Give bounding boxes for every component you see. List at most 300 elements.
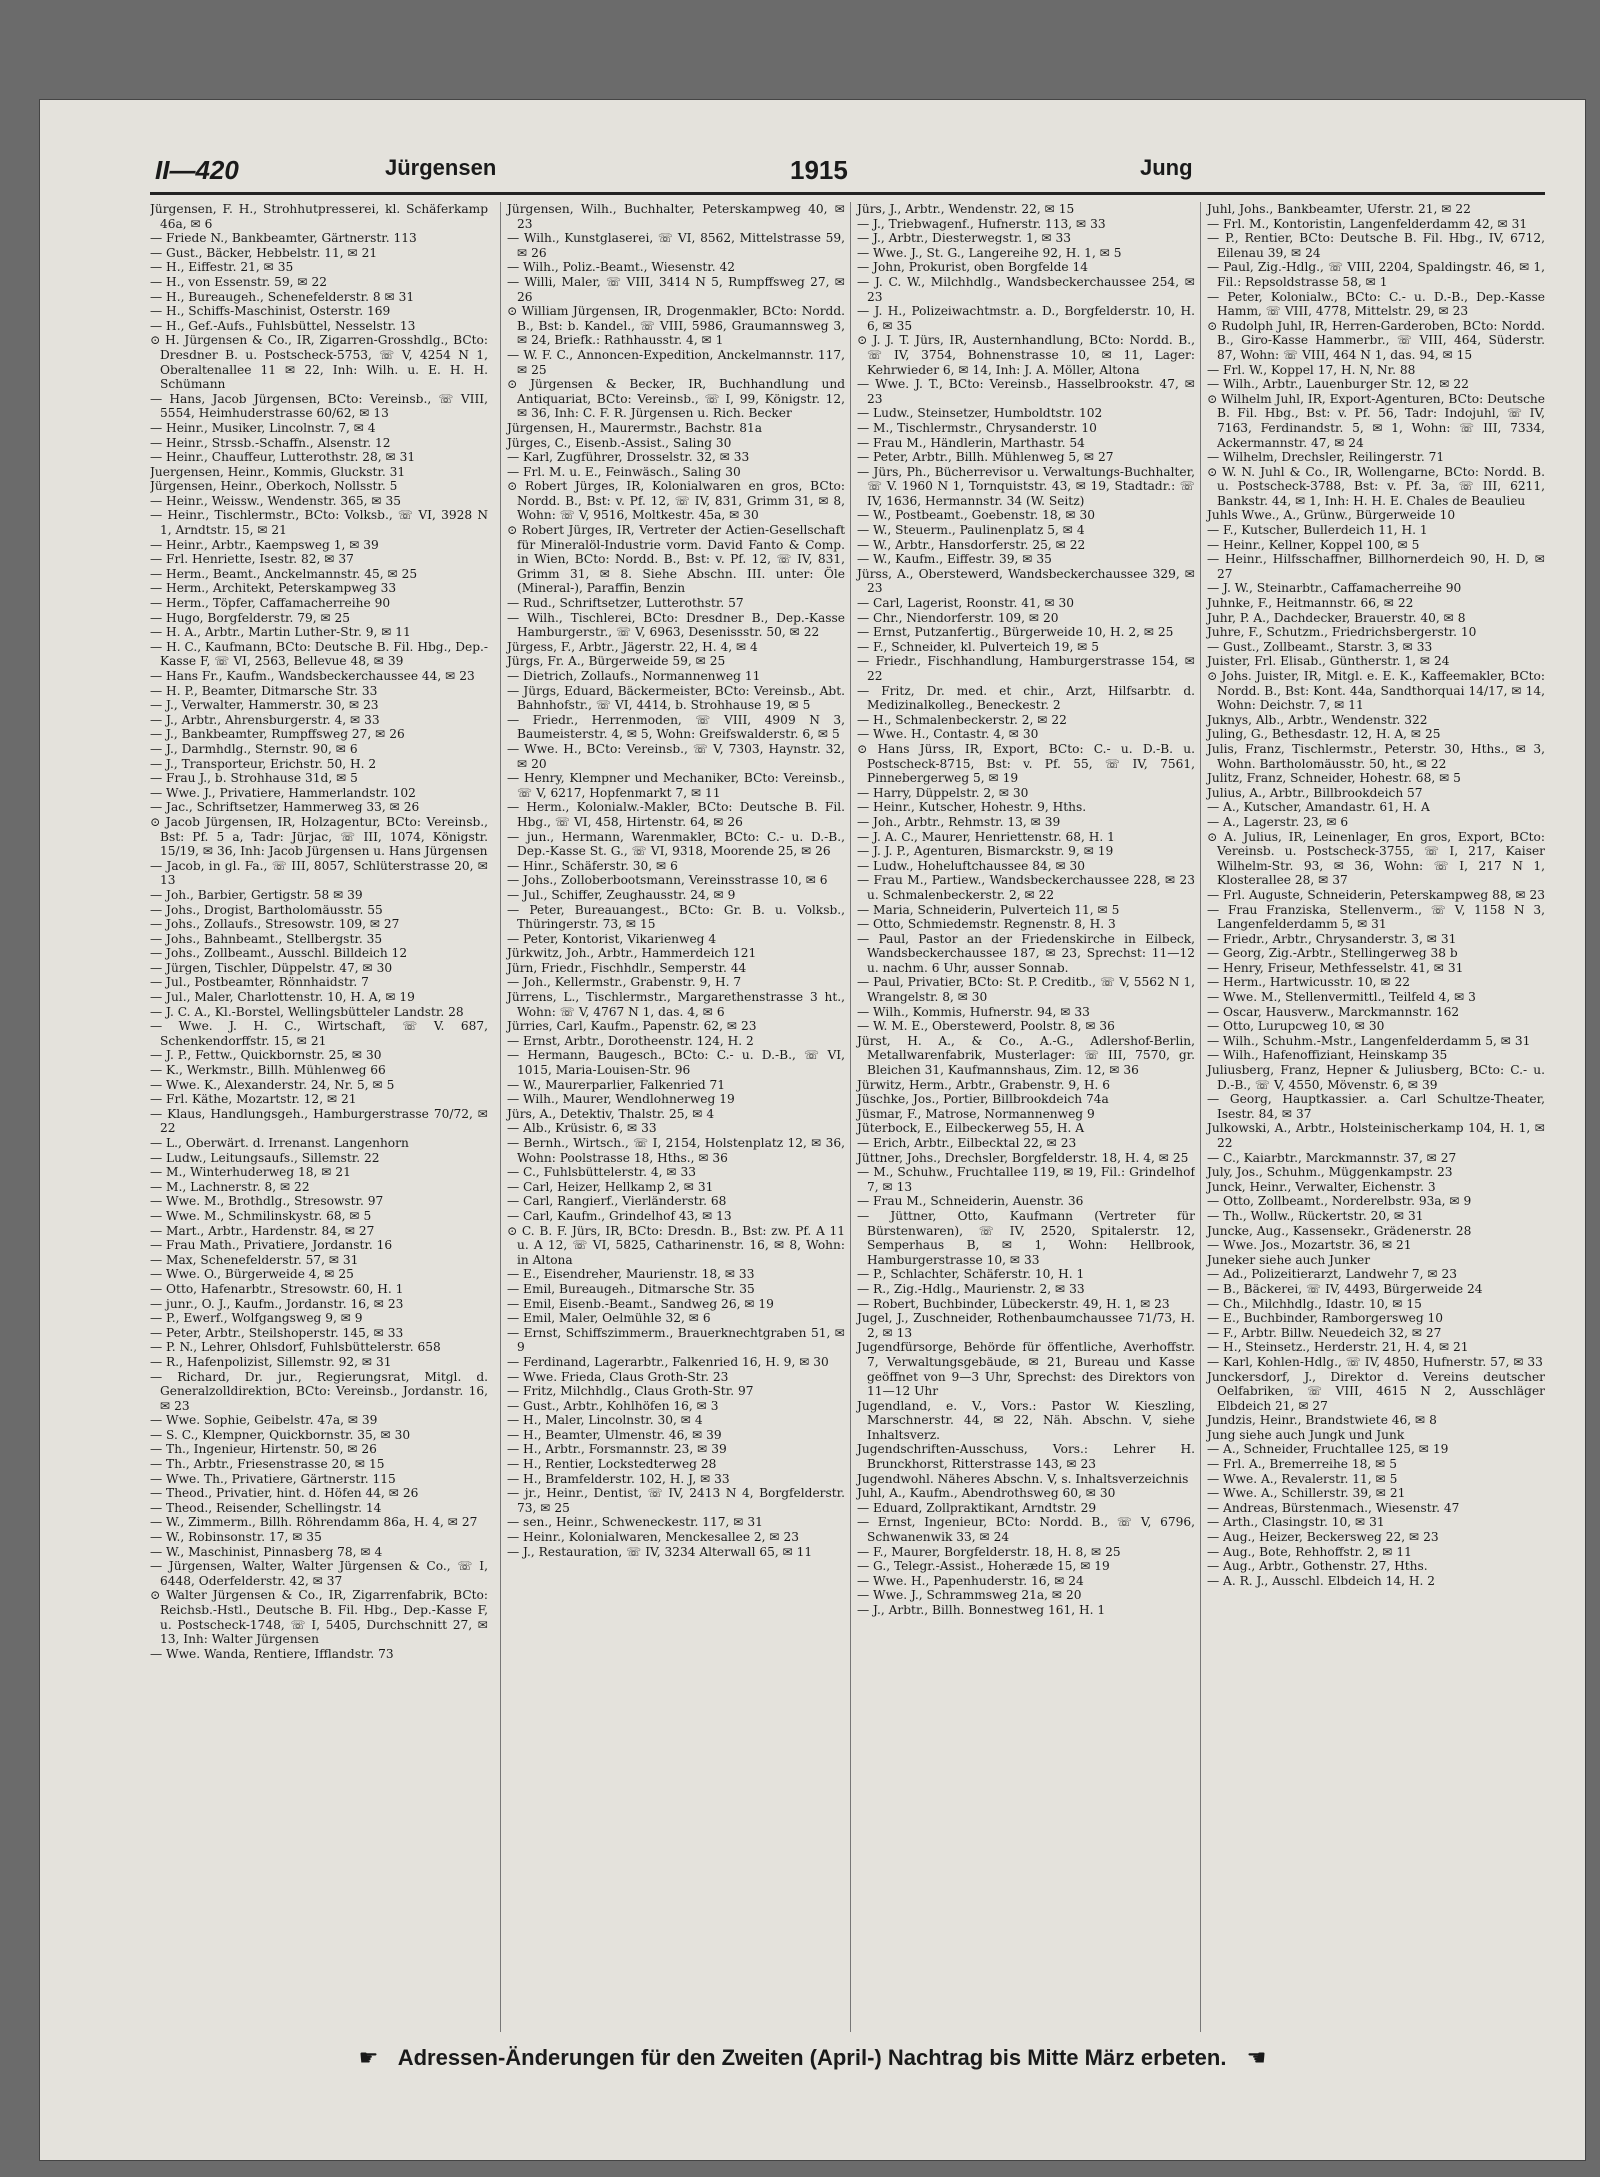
directory-entry: — Andreas, Bürstenmach., Wiesenstr. 47 (1207, 1500, 1460, 1515)
directory-entry: Jüttner, Johs., Drechsler, Borgfelderstr. 18, H. 4, ✉ 25 (857, 1150, 1189, 1165)
directory-entry: ⊙ Wilhelm Juhl, IR, Export-Agenturen, BCto: Deutsche B. Fil. Hbg., Bst: v. Pf. 56, Tadr: Indojuhl, ☏ IV, 7163, Ferdinandstr. 5, ✉ 1, Wohn: ☏ III, 7334, Ackermannstr. 47, ✉ 24 (1207, 391, 1545, 450)
directory-entry: — John, Prokurist, oben Borgfelde 14 (857, 260, 1088, 275)
directory-entry: Juknys, Alb., Arbtr., Wendenstr. 322 (1207, 712, 1428, 727)
directory-entry: — H., Rentier, Lockstedterweg 28 (507, 1457, 717, 1472)
directory-entry: — J. A. C., Maurer, Henriettenstr. 68, H. 1 (857, 829, 1115, 844)
directory-entry: — Dietrich, Zollaufs., Normannenweg 11 (507, 669, 761, 683)
directory-entry: Jürs, J., Arbtr., Wendenstr. 22, ✉ 15 (857, 202, 1075, 216)
directory-entry: — Richard, Dr. jur., Regierungsrat, Mitgl. d. Generalzolldirektion, BCto: Vereinsb., Jordanstr. 16, ✉ 23 (150, 1369, 488, 1413)
directory-entry: — Ludw., Steinsetzer, Humboldtstr. 102 (857, 406, 1103, 421)
directory-entry: — jun., Hermann, Warenmakler, BCto: C.- u. D.-B., Dep.-Kasse St. G., ☏ VI, 9318, Moorende 25, ✉ 26 (507, 829, 845, 859)
directory-entry: — F., Schneider, kl. Pulverteich 19, ✉ 5 (857, 639, 1100, 654)
directory-entry: — Hinr., Schäferstr. 30, ✉ 6 (507, 858, 678, 873)
directory-entry: — Chr., Niendorferstr. 109, ✉ 20 (857, 610, 1059, 625)
directory-entry: — C., Kaiarbtr., Marckmannstr. 37, ✉ 27 (1207, 1150, 1457, 1165)
directory-entry: ⊙ Hans Jürss, IR, Export, BCto: C.- u. D.-B. u. Postscheck-8715, Bst: v. Pf. 55, ☏ IV, 7561, Pinnebergerweg 5, ✉ 19 (857, 741, 1195, 786)
directory-entry: — Robert, Buchbinder, Lübeckerstr. 49, H. 1, ✉ 23 (857, 1296, 1170, 1311)
directory-entry: — P., Schlachter, Schäferstr. 10, H. 1 (857, 1267, 1085, 1282)
directory-entry: — Peter, Kontorist, Vikarienweg 4 (507, 931, 717, 946)
directory-entry: — Wwe. K., Alexanderstr. 24, Nr. 5, ✉ 5 (150, 1077, 395, 1092)
column-4 (1200, 202, 1545, 2032)
directory-entry: ⊙ William Jürgensen, IR, Drogenmakler, BCto: Nordd. B., Bst: b. Kandel., ☏ VIII, 5986, Graumannsweg 3, ✉ 24, Briefk.: Rathhausstr. 4, ✉ 1 (507, 304, 845, 348)
directory-entry: — K., Werkmstr., Billh. Mühlenweg 66 (150, 1063, 386, 1078)
directory-entry: — Joh., Arbtr., Rehmstr. 13, ✉ 39 (857, 814, 1061, 829)
directory-entry: — Heinr., Chauffeur, Lutterothstr. 28, ✉ 31 (150, 450, 416, 465)
directory-entry: — Friedr., Fischhandlung, Hamburgerstrasse 154, ✉ 22 (857, 654, 1195, 683)
directory-entry: — Frau M., Partiew., Wandsbeckerchaussee 228, ✉ 23 u. Schmalenbeckerstr. 2, ✉ 22 (857, 873, 1195, 902)
directory-entry: — Wwe. Th., Privatiere, Gärtnerstr. 115 (150, 1471, 396, 1486)
directory-entry: — Heinr., Weissw., Wendenstr. 365, ✉ 35 (150, 493, 401, 508)
directory-entry: — J., Darmhdlg., Sternstr. 90, ✉ 6 (150, 741, 358, 756)
directory-entry: — Paul, Zig.-Hdlg., ☏ VIII, 2204, Spaldingstr. 46, ✉ 1, Fil.: Repsoldstrasse 58, ✉ 1 (1207, 260, 1545, 289)
directory-entry: — J., Bankbeamter, Rumpffsweg 27, ✉ 26 (150, 727, 405, 742)
directory-entry: — Joh., Barbier, Gertigstr. 58 ✉ 39 (150, 887, 363, 902)
directory-entry: — Frl. M. u. E., Feinwäsch., Saling 30 (507, 464, 741, 479)
directory-entry: — H., Eiffestr. 21, ✉ 35 (150, 260, 294, 275)
directory-entry: — Emil, Eisenb.-Beamt., Sandweg 26, ✉ 19 (507, 1296, 774, 1311)
directory-entry: — Friedr., Arbtr., Chrysanderstr. 3, ✉ 31 (1207, 931, 1457, 946)
directory-entry: — Georg, Hauptkassier. a. Carl Schultze-Theater, Isestr. 84, ✉ 37 (1207, 1092, 1545, 1121)
directory-entry: — Ch., Milchhdlg., Idastr. 10, ✉ 15 (1207, 1296, 1422, 1311)
directory-entry: — Gust., Zollbeamt., Starstr. 3, ✉ 33 (1207, 639, 1433, 654)
directory-entry: — B., Bäckerei, ☏ IV, 4493, Bürgerweide 24 (1207, 1281, 1483, 1296)
directory-entry: — Peter, Kolonialw., BCto: C.- u. D.-B., Dep.-Kasse Hamm, ☏ VIII, 4778, Mittelstr. 29, ✉ 23 (1207, 289, 1545, 319)
directory-entry: — Carl, Lagerist, Roonstr. 41, ✉ 30 (857, 596, 1075, 611)
directory-entry: ⊙ Jürgensen & Becker, IR, Buchhandlung und Antiquariat, BCto: Vereinsb., ☏ I, 99, Königstr. 12, ✉ 36, Inh: C. F. R. Jürgensen u. Rich. Becker (507, 377, 845, 421)
directory-entry: Juhls Wwe., A., Grünw., Bürgerweide 10 (1207, 508, 1456, 523)
directory-entry: — J., Arbtr., Diesterwegstr. 1, ✉ 33 (857, 231, 1072, 246)
directory-entry: — Frl. Auguste, Schneiderin, Peterskampweg 88, ✉ 23 (1207, 887, 1545, 902)
directory-entry: — Wwe. J., St. G., Langereihe 92, H. 1, ✉ 5 (857, 245, 1122, 260)
directory-entry: — Theod., Reisender, Schellingstr. 14 (150, 1500, 382, 1515)
directory-entry: Juncke, Aug., Kassensekr., Grädenerstr. 28 (1207, 1223, 1472, 1238)
directory-entry: — W. F. C., Annoncen-Expedition, Anckelmannstr. 117, ✉ 25 (507, 347, 845, 377)
directory-entry: — G., Telegr.-Assist., Hoheræde 15, ✉ 19 (857, 1559, 1110, 1574)
directory-entry: — Wilh., Hafenoffiziant, Heinskamp 35 (1207, 1048, 1448, 1063)
directory-entry: — Carl, Heizer, Hellkamp 2, ✉ 31 (507, 1179, 714, 1194)
directory-entry: ⊙ Walter Jürgensen & Co., IR, Zigarrenfabrik, BCto: Reichsb.-Hstl., Deutsche B. Fil. Hbg., Dep.-Kasse F, u. Postscheck-1748, ☏ I, 5405, Durchschnitt 27, ✉ 13, Inh: Walter Jürgensen (150, 1588, 488, 1647)
directory-entry: — Alb., Krüsistr. 6, ✉ 33 (507, 1121, 657, 1136)
directory-entry: — M., Schuhw., Fruchtallee 119, ✉ 19, Fil.: Grindelhof 7, ✉ 13 (857, 1165, 1195, 1194)
directory-entry: — F., Kutscher, Bullerdeich 11, H. 1 (1207, 523, 1428, 538)
directory-entry: — Ernst, Ingenieur, BCto: Nordd. B., ☏ V, 6796, Schwanenwik 33, ✉ 24 (857, 1515, 1195, 1545)
directory-entry: — Henry, Friseur, Methfesselstr. 41, ✉ 31 (1207, 960, 1464, 975)
directory-entry: — H., Arbtr., Forsmannstr. 23, ✉ 39 (507, 1442, 727, 1457)
directory-entry: — Theod., Privatier, hint. d. Höfen 44, ✉ 26 (150, 1486, 419, 1501)
directory-entry: — Ludw., Hoheluftchaussee 84, ✉ 30 (857, 858, 1086, 873)
directory-entry: — Bernh., Wirtsch., ☏ I, 2154, Holstenplatz 12, ✉ 36, Wohn: Poolstrasse 18, Hths., ✉ 36 (507, 1136, 845, 1165)
directory-entry: — Frl. M., Kontoristin, Langenfelderdamm 42, ✉ 31 (1207, 216, 1528, 231)
directory-entry: — Wwe. Sophie, Geibelstr. 47a, ✉ 39 (150, 1413, 378, 1428)
directory-entry: Julis, Franz, Tischlermstr., Peterstr. 30, Hths., ✉ 3, Wohn. Bartholomäusstr. 50, ht., ✉ 22 (1207, 741, 1545, 771)
directory-entry: Jürkwitz, Joh., Arbtr., Hammerdeich 121 (507, 946, 757, 961)
directory-entry: Jürs, A., Detektiv, Thalstr. 25, ✉ 4 (507, 1106, 715, 1121)
directory-entry: — Th., Wollw., Rückertstr. 20, ✉ 31 (1207, 1208, 1424, 1223)
directory-entry: — Emil, Bureaugeh., Ditmarsche Str. 35 (507, 1281, 755, 1296)
directory-entry: Junckersdorf, J., Direktor d. Vereins deutscher Oelfabriken, ☏ VIII, 4615 N 2, Ausschläger Elbdeich 21, ✉ 27 (1207, 1369, 1545, 1413)
directory-entry: — S. C., Klempner, Quickbornstr. 35, ✉ 30 (150, 1427, 411, 1442)
directory-entry: — W., Postbeamt., Goebenstr. 18, ✉ 30 (857, 508, 1096, 523)
directory-entry: — H. A., Arbtr., Martin Luther-Str. 9, ✉ 11 (150, 625, 411, 640)
directory-entry: — J., Transporteur, Erichstr. 50, H. 2 (150, 756, 377, 771)
directory-entry: — Heinr., Kolonialwaren, Menckesallee 2, ✉ 23 (507, 1530, 800, 1545)
directory-entry: Jugendschriften-Ausschuss, Vors.: Lehrer H. Brunckhorst, Ritterstrasse 143, ✉ 23 (857, 1442, 1195, 1472)
directory-entry: — Wwe. M., Stellenvermittl., Teilfeld 4, ✉ 3 (1207, 990, 1476, 1005)
directory-entry: Juhre, F., Schutzm., Friedrichsbergerstr. 10 (1207, 625, 1477, 640)
directory-entry: — Ernst, Schiffszimmerm., Brauerknechtgraben 51, ✉ 9 (507, 1325, 845, 1355)
directory-entry: — Max, Schenefelderstr. 57, ✉ 31 (150, 1252, 359, 1267)
directory-entry: — Jul., Postbeamter, Rönnhaidstr. 7 (150, 975, 369, 990)
directory-entry: — Wwe. Frieda, Claus Groth-Str. 23 (507, 1369, 729, 1384)
directory-entry: — M., Lachnerstr. 8, ✉ 22 (150, 1179, 310, 1194)
directory-entry: — Paul, Privatier, BCto: St. P. Creditb., ☏ V, 5562 N 1, Wrangelstr. 8, ✉ 30 (857, 975, 1195, 1005)
directory-entry: — Hermann, Baugesch., BCto: C.- u. D.-B., ☏ VI, 1015, Maria-Louisen-Str. 96 (507, 1048, 845, 1078)
directory-entry: — H., Bureaugeh., Schenefelderstr. 8 ✉ 31 (150, 289, 415, 304)
directory-entry: — Ludw., Leitungsaufs., Sillemstr. 22 (150, 1150, 380, 1165)
directory-entry: — Johs., Zollaufs., Stresowstr. 109, ✉ 27 (150, 917, 400, 932)
directory-entry: — Hugo, Borgfelderstr. 79, ✉ 25 (150, 610, 351, 625)
directory-entry: — M., Tischlermstr., Chrysanderstr. 10 (857, 420, 1097, 435)
directory-entry: — Willi, Maler, ☏ VIII, 3414 N 5, Rumpffsweg 27, ✉ 26 (507, 274, 845, 304)
directory-entry: — Jul., Schiffer, Zeughausstr. 24, ✉ 9 (507, 887, 736, 902)
directory-entry: — W., Arbtr., Hansdorferstr. 25, ✉ 22 (857, 537, 1086, 552)
directory-entry: — Wwe. H., Papenhuderstr. 16, ✉ 24 (857, 1573, 1084, 1588)
directory-entry: — Hans Fr., Kaufm., Wandsbeckerchaussee 44, ✉ 23 (150, 669, 475, 683)
directory-entry: Julitz, Franz, Schneider, Hohestr. 68, ✉ 5 (1207, 771, 1461, 786)
directory-entry: Jugel, J., Zuschneider, Rothenbaumchaussee 71/73, H. 2, ✉ 13 (857, 1311, 1195, 1340)
directory-entry: — Johs., Bahnbeamt., Stellbergstr. 35 (150, 931, 383, 946)
pointing-hand-right-icon: ☛ (358, 2045, 379, 2070)
directory-entry: — J., Triebwagenf., Hufnerstr. 113, ✉ 33 (857, 216, 1106, 231)
directory-entry: — W., Kaufm., Eiffestr. 39, ✉ 35 (857, 552, 1052, 567)
directory-entry: — Wwe. M., Schmilinskystr. 68, ✉ 5 (150, 1208, 372, 1223)
directory-entry: — Johs., Zollbeamt., Ausschl. Billdeich 12 (150, 946, 408, 961)
directory-entry: Jürgensen, H., Maurermstr., Bachstr. 81a (507, 420, 763, 435)
directory-entry: — Wwe. O., Bürgerweide 4, ✉ 25 (150, 1267, 354, 1282)
directory-entry: — Jürgensen, Walter, Walter Jürgensen & Co., ☏ I, 6448, Oderfelderstr. 42, ✉ 37 (150, 1559, 488, 1588)
directory-entry: Jürges, C., Eisenb.-Assist., Saling 30 (507, 435, 732, 450)
directory-entry: Juergensen, Heinr., Kommis, Gluckstr. 31 (150, 464, 406, 479)
directory-entry: — P. N., Lehrer, Ohlsdorf, Fuhlsbüttelerstr. 658 (150, 1340, 441, 1355)
directory-entry: — P., Rentier, BCto: Deutsche B. Fil. Hbg., IV, 6712, Eilenau 39, ✉ 24 (1207, 231, 1545, 260)
directory-entry: — Jürgs, Eduard, Bäckermeister, BCto: Vereinsb., Abt. Bahnhofstr., ☏ VI, 4414, b. Strohhause 19, ✉ 5 (507, 683, 845, 713)
directory-entry: Juhl, Johs., Bankbeamter, Uferstr. 21, ✉ 22 (1207, 202, 1471, 216)
directory-entry: — Frau M., Schneiderin, Auenstr. 36 (857, 1194, 1084, 1209)
directory-entry: — Frau Math., Privatiere, Jordanstr. 16 (150, 1238, 393, 1253)
directory-entry: — R., Zig.-Hdlg., Maurienstr. 2, ✉ 33 (857, 1281, 1085, 1296)
directory-entry: — E., Eisendreher, Maurienstr. 18, ✉ 33 (507, 1267, 755, 1282)
directory-entry: — Fritz, Dr. med. et chir., Arzt, Hilfsarbtr. d. Medizinalkolleg., Beneckestr. 2 (857, 683, 1195, 713)
directory-entry: — Frl. A., Bremerreihe 18, ✉ 5 (1207, 1457, 1397, 1472)
directory-entry: — Wwe. H., BCto: Vereinsb., ☏ V, 7303, Haynstr. 32, ✉ 20 (507, 741, 845, 771)
directory-entry: — Ad., Polizeitierarzt, Landwehr 7, ✉ 23 (1207, 1267, 1457, 1282)
directory-entry: — Ernst, Arbtr., Dorotheenstr. 124, H. 2 (507, 1033, 754, 1048)
directory-entry: — Georg, Zig.-Arbtr., Stellingerweg 38 b (1207, 946, 1458, 961)
directory-entry: Jürn, Friedr., Fischhdlr., Semperstr. 44 (507, 960, 747, 975)
directory-entry: — H., Schmalenbeckerstr. 2, ✉ 22 (857, 712, 1067, 727)
directory-entry: ⊙ Jacob Jürgensen, IR, Holzagentur, BCto: Vereinsb., Bst: Pf. 5 a, Tadr: Jürjac, ☏ III, 1074, Königstr. 15/19, ✉ 36, Inh: Jacob Jürgensen u. Hans Jürgensen (150, 814, 488, 859)
directory-entry: — sen., Heinr., Schweneckestr. 117, ✉ 31 (507, 1515, 763, 1530)
directory-entry: — Wilh., Kommis, Hufnerstr. 94, ✉ 33 (857, 1004, 1090, 1019)
directory-entry: — Wilh., Schuhm.-Mstr., Langenfelderdamm 5, ✉ 31 (1207, 1033, 1531, 1048)
directory-entry: Jürgensen, F. H., Strohhutpresserei, kl. Schäferkamp 46a, ✉ 6 (150, 202, 488, 231)
left-running-head: Jürgensen (385, 155, 497, 180)
directory-entry: — W., Zimmerm., Billh. Röhrendamm 86a, H. 4, ✉ 27 (150, 1515, 478, 1530)
directory-entry: — Jac., Schriftsetzer, Hammerweg 33, ✉ 26 (150, 800, 420, 815)
directory-entry: Julkowski, A., Arbtr., Holsteinischerkamp 104, H. 1, ✉ 22 (1207, 1121, 1545, 1150)
directory-entry: — A., Kutscher, Amandastr. 61, H. A (1207, 800, 1430, 815)
page-number: II—420 (155, 155, 239, 185)
directory-entry: Jürries, Carl, Kaufm., Papenstr. 62, ✉ 23 (507, 1019, 757, 1034)
directory-entry: — Karl, Kohlen-Hdlg., ☏ IV, 4850, Hufnerstr. 57, ✉ 33 (1207, 1354, 1543, 1369)
directory-entry: — Wwe. Wanda, Rentiere, Ifflandstr. 73 (150, 1646, 394, 1661)
directory-entry: ⊙ A. Julius, IR, Leinenlager, En gros, Export, BCto: Vereinsb. u. Postscheck-3755, ☏ I, 217, Kaiser Wilhelm-Str. 93, ✉ 36, Wohn: ☏ I, 217 N 1, Klosterallee 28, ✉ 37 (1207, 829, 1545, 888)
directory-entry: — Th., Arbtr., Friesenstrasse 20, ✉ 15 (150, 1457, 385, 1472)
directory-entry: ⊙ Johs. Juister, IR, Mitgl. e. E. K., Kaffeemakler, BCto: Nordd. B., Bst: Kont. 44a, Sandthorquai 14/17, ✉ 14, Wohn: Deichstr. 7, ✉ 11 (1207, 669, 1545, 713)
directory-entry: — Wwe. H., Contastr. 4, ✉ 30 (857, 727, 1039, 742)
directory-entry: Jürgensen, Heinr., Oberkoch, Nollsstr. 5 (150, 479, 398, 494)
directory-entry: Jürst, H. A., & Co., A.-G., Adlershof-Berlin, Metallwarenfabrik, Musterlager: ☏ III, 7570, gr. Bleichen 31, Kaufmannshaus, Zim. 12, ✉ 36 (857, 1033, 1195, 1078)
directory-entry: — Wilh., Arbtr., Lauenburger Str. 12, ✉ 22 (1207, 377, 1469, 392)
directory-entry: Jürwitz, Herm., Arbtr., Grabenstr. 9, H. 6 (857, 1077, 1110, 1092)
directory-entry: — Wwe. Jos., Mozartstr. 36, ✉ 21 (1207, 1238, 1412, 1253)
directory-entry: Juhnke, F., Heitmannstr. 66, ✉ 22 (1207, 596, 1414, 611)
directory-entry: — Johs., Drogist, Bartholomäusstr. 55 (150, 902, 383, 917)
directory-entry: — Arth., Clasingstr. 10, ✉ 31 (1207, 1515, 1385, 1530)
directory-entry: — Joh., Kellermstr., Grabenstr. 9, H. 7 (507, 975, 742, 990)
directory-entry: — Paul, Pastor an der Friedenskirche in Eilbeck, Wandsbeckerchaussee 187, ✉ 23, Sprechst: 11—12 u. nachm. 6 Uhr, ausser Sonnab. (857, 931, 1195, 975)
directory-entry: — H., Bramfelderstr. 102, H. J, ✉ 33 (507, 1471, 730, 1486)
right-running-head: Jung (1140, 155, 1193, 180)
directory-entry: — Th., Ingenieur, Hirtenstr. 50, ✉ 26 (150, 1442, 377, 1457)
directory-entry: — H. C., Kaufmann, BCto: Deutsche B. Fil. Hbg., Dep.-Kasse F, ☏ VI, 2563, Bellevue 48, ✉ 39 (150, 639, 488, 669)
directory-entry: — Frl. Henriette, Isestr. 82, ✉ 37 (150, 552, 354, 567)
directory-entry: — H., von Essenstr. 59, ✉ 22 (150, 274, 327, 289)
directory-entry: — Erich, Arbtr., Eilbecktal 22, ✉ 23 (857, 1136, 1077, 1150)
directory-entry: Jüschke, Jos., Portier, Billbrookdeich 74a (857, 1092, 1109, 1107)
directory-entry: — Jacob, in gl. Fa., ☏ III, 8057, Schlüterstrasse 20, ✉ 13 (150, 858, 488, 888)
directory-entry: — Heinr., Kellner, Koppel 100, ✉ 5 (1207, 537, 1420, 552)
directory-entry: — jr., Heinr., Dentist, ☏ IV, 2413 N 4, Borgfelderstr. 73, ✉ 25 (507, 1486, 845, 1515)
directory-entry: Jürgensen, Wilh., Buchhalter, Peterskampweg 40, ✉ 23 (507, 202, 845, 231)
directory-entry: — Wwe. A., Schillerstr. 39, ✉ 21 (1207, 1486, 1406, 1501)
directory-entry: — Peter, Bureauangest., BCto: Gr. B. u. Volksb., Thüringerstr. 73, ✉ 15 (507, 902, 845, 932)
year: 1915 (790, 155, 848, 185)
directory-entry: — Wilh., Maurer, Wendlohnerweg 19 (507, 1092, 735, 1107)
directory-entry: — Frl. Käthe, Mozartstr. 12, ✉ 21 (150, 1092, 357, 1107)
directory-entry: — Fritz, Milchhdlg., Claus Groth-Str. 97 (507, 1384, 754, 1399)
directory-entry: — W., Maurerparlier, Falkenried 71 (507, 1077, 726, 1092)
directory-entry: — C., Fuhlsbüttelerstr. 4, ✉ 33 (507, 1165, 696, 1180)
directory-entry: Juhl, A., Kaufm., Abendrothsweg 60, ✉ 30 (857, 1486, 1116, 1501)
directory-entry: — H., Gef.-Aufs., Fuhlsbüttel, Nesselstr. 13 (150, 318, 416, 333)
directory-entry: — Heinr., Arbtr., Kaempsweg 1, ✉ 39 (150, 537, 379, 552)
directory-entry: — Wwe. J., Schrammsweg 21a, ✉ 20 (857, 1588, 1082, 1603)
directory-page (40, 100, 1585, 2160)
directory-entry: Juneker siehe auch Junker (1207, 1252, 1371, 1267)
directory-entry: — Heinr., Musiker, Lincolnstr. 7, ✉ 4 (150, 420, 376, 435)
directory-entry: — W., Robinsonstr. 17, ✉ 35 (150, 1530, 322, 1545)
directory-entry: — Herm., Kolonialw.-Makler, BCto: Deutsche B. Fil. Hbg., ☏ VI, 458, Hirtenstr. 64, ✉ 26 (507, 800, 845, 829)
directory-entry: — P., Ewerf., Wolfgangsweg 9, ✉ 9 (150, 1311, 363, 1326)
directory-entry: Jüterbock, E., Eilbeckerweg 55, H. A (857, 1121, 1084, 1136)
directory-entry: — J., Arbtr., Ahrensburgerstr. 4, ✉ 33 (150, 712, 380, 727)
directory-entry: — Wwe. A., Revalerstr. 11, ✉ 5 (1207, 1471, 1398, 1486)
directory-entry: — Jüttner, Otto, Kaufmann (Vertreter für Bürstenwaren), ☏ IV, 2520, Spitalerstr. 12, Semperhaus B, ✉ 1, Wohn: Hellbrook, Hamburgerstrasse 10, ✉ 33 (857, 1208, 1195, 1267)
directory-entry: — Gust., Bäcker, Hebbelstr. 11, ✉ 21 (150, 245, 378, 260)
directory-entry: — F., Arbtr. Billw. Neuedeich 32, ✉ 27 (1207, 1325, 1442, 1340)
directory-entry: Juhr, P. A., Dachdecker, Brauerstr. 40, ✉ 8 (1207, 610, 1466, 625)
directory-entry: — Carl, Kaufm., Grindelhof 43, ✉ 13 (507, 1208, 732, 1223)
directory-entry: — Frl. W., Koppel 17, H. N, Nr. 88 (1207, 362, 1416, 377)
directory-entry: — Rud., Schriftsetzer, Lutterothstr. 57 (507, 596, 744, 611)
directory-entry: — Heinr., Tischlermstr., BCto: Volksb., ☏ VI, 3928 N 1, Arndtstr. 15, ✉ 21 (150, 508, 488, 538)
directory-entry: — Herm., Architekt, Peterskampweg 33 (150, 581, 397, 596)
directory-entry: — Wwe. J. H. C., Wirtschaft, ☏ V. 687, Schenkendorffstr. 15, ✉ 21 (150, 1019, 488, 1048)
directory-entry: Jürgs, Fr. A., Bürgerweide 59, ✉ 25 (507, 654, 726, 669)
directory-entry: — H., Steinsetz., Herderstr. 21, H. 4, ✉ 21 (1207, 1340, 1469, 1355)
directory-entry: ⊙ J. J. T. Jürs, IR, Austernhandlung, BCto: Nordd. B., ☏ IV, 3754, Bohnenstrasse 10, ✉ 11, Lager: Kehrwieder 6, ✉ 14, Inh: J. A. Möller, Altona (857, 333, 1195, 377)
pointing-hand-left-icon: ☚ (1246, 2045, 1267, 2070)
directory-entry: — Frau Franziska, Stellenverm., ☏ V, 1158 N 3, Langenfelderdamm 5, ✉ 31 (1207, 902, 1545, 932)
directory-entry: — Wilh., Poliz.-Beamt., Wiesenstr. 42 (507, 260, 736, 275)
directory-entry: — H., Beamter, Ulmenstr. 46, ✉ 39 (507, 1427, 722, 1442)
directory-entry: Juliusberg, Franz, Hepner & Juliusberg, BCto: C.- u. D.-B., ☏ V, 4550, Mövenstr. 6, ✉ 39 (1207, 1063, 1545, 1092)
directory-entry: — Herm., Hartwicusstr. 10, ✉ 22 (1207, 975, 1411, 990)
directory-entry: — Herm., Töpfer, Caffamacherreihe 90 (150, 596, 391, 611)
directory-entry: — J., Restauration, ☏ IV, 3234 Alterwall 65, ✉ 11 (507, 1544, 813, 1559)
directory-entry: ⊙ Robert Jürges, IR, Vertreter der Actien-Gesellschaft für Mineralöl-Industrie vorm. David Fanto & Comp. in Wien, BCto: Nordd. B., Bst: v. Pf. 12, ☏ IV, 831, Grimm 31, ✉ 8. Siehe Abschn. III. unter: Öle (Mineral-), Paraffin, Benzin (507, 523, 845, 596)
directory-entry: — Hans, Jacob Jürgensen, BCto: Vereinsb., ☏ VIII, 5554, Heimhuderstrasse 60/62, ✉ 13 (150, 391, 488, 421)
directory-entry: — Eduard, Zollpraktikant, Arndtstr. 29 (857, 1500, 1097, 1515)
column-3 (850, 202, 1195, 2032)
directory-entry: — Oscar, Hausverw., Marckmannstr. 162 (1207, 1004, 1460, 1019)
directory-entry: — Frau J., b. Strohhause 31d, ✉ 5 (150, 771, 358, 786)
directory-entry: — Johs., Zolloberbootsmann, Vereinsstrasse 10, ✉ 6 (507, 873, 828, 888)
directory-entry: — A. R. J., Ausschl. Elbdeich 14, H. 2 (1207, 1573, 1436, 1588)
directory-entry: — Otto, Schmiedemstr. Regnenstr. 8, H. 3 (857, 917, 1116, 932)
footer-notice (40, 2045, 1585, 2071)
directory-entry: — Wilh., Tischlerei, BCto: Dresdner B., Dep.-Kasse Hamburgerstr., ☏ V, 6963, Desenissstr. 50, ✉ 22 (507, 610, 845, 640)
directory-entry: — Heinr., Hilfsschaffner, Billhornerdeich 90, H. D, ✉ 27 (1207, 552, 1545, 581)
directory-entry: — J., Verwalter, Hammerstr. 30, ✉ 23 (150, 698, 379, 713)
directory-entry: ⊙ H. Jürgensen & Co., IR, Zigarren-Grosshdlg., BCto: Dresdner B. u. Postscheck-5753, ☏ V, 4254 N 1, Oberaltenallee 11 ✉ 22, Inh: Wilh. u. E. H. H. Schümann (150, 333, 488, 392)
directory-entry: — Ernst, Putzanfertig., Bürgerweide 10, H. 2, ✉ 25 (857, 625, 1174, 640)
directory-entry: Jugendfürsorge, Behörde für öffentliche, Averhoffstr. 7, Verwaltungsgebäude, ✉ 21, Bureau und Kasse geöffnet von 9—3 Uhr, Sprechst: des Direktors von 11—12 Uhr (857, 1340, 1195, 1399)
directory-entry: — Carl, Rangierf., Vierländerstr. 68 (507, 1194, 727, 1209)
directory-entry: Juling, G., Bethesdastr. 12, H. A, ✉ 25 (1207, 727, 1441, 742)
directory-entry: — Jul., Maler, Charlottenstr. 10, H. A, ✉ 19 (150, 990, 415, 1005)
directory-entry: — Aug., Heizer, Beckersweg 22, ✉ 23 (1207, 1530, 1439, 1545)
directory-entry: — Friede N., Bankbeamter, Gärtnerstr. 113 (150, 231, 417, 246)
directory-entry: — J. C. A., Kl.-Borstel, Wellingsbütteler Landstr. 28 (150, 1004, 464, 1019)
directory-entry: — E., Buchbinder, Ramborgersweg 10 (1207, 1311, 1444, 1326)
directory-entry: — Harry, Düppelstr. 2, ✉ 30 (857, 785, 1029, 800)
directory-entry: ⊙ Rudolph Juhl, IR, Herren-Garderoben, BCto: Nordd. B., Giro-Kasse Hammerbr., ☏ VIII, 464, Süderstr. 87, Wohn: ☏ VIII, 464 N 1, das. 94, ✉ 15 (1207, 318, 1545, 362)
directory-entry: — Karl, Zugführer, Drosselstr. 32, ✉ 33 (507, 450, 750, 465)
directory-entry: — Otto, Zollbeamt., Norderelbstr. 93a, ✉ 9 (1207, 1194, 1472, 1209)
directory-entry: — J. J. P., Agenturen, Bismarckstr. 9, ✉ 19 (857, 844, 1114, 859)
directory-entry: — Aug., Bote, Rehhoffstr. 2, ✉ 11 (1207, 1544, 1412, 1559)
directory-entry: — Wwe. J. T., BCto: Vereinsb., Hasselbrookstr. 47, ✉ 23 (857, 377, 1195, 406)
directory-entry: — Wwe. J., Privatiere, Hammerlandstr. 102 (150, 785, 416, 800)
directory-columns (150, 202, 1545, 2032)
directory-entry: — J., Arbtr., Billh. Bonnestweg 161, H. 1 (857, 1603, 1106, 1617)
directory-entry: — M., Winterhuderweg 18, ✉ 21 (150, 1165, 351, 1180)
directory-entry: Jürrens, L., Tischlermstr., Margarethenstrasse 3 ht., Wohn: ☏ V, 4767 N 1, das. 4, ✉ 6 (507, 990, 845, 1019)
directory-entry: — Heinr., Kutscher, Hohestr. 9, Hths. (857, 800, 1087, 815)
directory-entry: — Otto, Hafenarbtr., Stresowstr. 60, H. 1 (150, 1281, 404, 1296)
directory-entry: — A., Lagerstr. 23, ✉ 6 (1207, 814, 1349, 829)
directory-entry: July, Jos., Schuhm., Müggenkampstr. 23 (1207, 1165, 1453, 1180)
directory-entry: — J. W., Steinarbtr., Caffamacherreihe 90 (1207, 581, 1462, 596)
directory-entry: — Peter, Arbtr., Billh. Mühlenweg 5, ✉ 27 (857, 450, 1114, 465)
directory-entry: — Maria, Schneiderin, Pulverteich 11, ✉ 5 (857, 902, 1120, 917)
directory-entry: — junr., O. J., Kaufm., Jordanstr. 16, ✉ 23 (150, 1296, 404, 1311)
directory-entry: ⊙ W. N. Juhl & Co., IR, Wollengarne, BCto: Nordd. B. u. Postscheck-3788, Bst: v. Pf. 3a, ☏ III, 6211, Bankstr. 44, ✉ 1, Inh: H. H. E. Chales de Beaulieu (1207, 464, 1545, 508)
directory-entry: Julius, A., Arbtr., Billbrookdeich 57 (1207, 785, 1423, 800)
directory-entry: — Gust., Arbtr., Kohlhöfen 16, ✉ 3 (507, 1398, 719, 1413)
header-rule (150, 192, 1545, 195)
directory-entry: — J. H., Polizeiwachtmstr. a. D., Borgfelderstr. 10, H. 6, ✉ 35 (857, 304, 1195, 333)
directory-entry: Jürgess, F., Arbtr., Jägerstr. 22, H. 4, ✉ 4 (507, 639, 758, 654)
directory-entry: — Henry, Klempner und Mechaniker, BCto: Vereinsb., ☏ V, 6217, Hopfenmarkt 7, ✉ 11 (507, 771, 845, 800)
directory-entry: — Heinr., Strssb.-Schaffn., Alsenstr. 12 (150, 435, 391, 450)
directory-entry: — J. P., Fettw., Quickbornstr. 25, ✉ 30 (150, 1048, 382, 1063)
directory-entry: — H., Maler, Lincolnstr. 30, ✉ 4 (507, 1413, 703, 1428)
directory-entry: — Wilh., Kunstglaserei, ☏ VI, 8562, Mittelstrasse 59, ✉ 26 (507, 231, 845, 260)
directory-entry: — Otto, Lurupcweg 10, ✉ 30 (1207, 1019, 1385, 1034)
directory-entry: — Jürs, Ph., Bücherrevisor u. Verwaltungs-Buchhalter, ☏ V. 1960 N 1, Tornquiststr. 43, ✉ 19, Stadtadr.: ☏ IV, 1636, Hermannstr. 34 (W. Seitz) (857, 464, 1195, 508)
directory-entry: — Wilhelm, Drechsler, Reilingerstr. 71 (1207, 450, 1445, 465)
directory-entry: Juister, Frl. Elisab., Güntherstr. 1, ✉ 24 (1207, 654, 1450, 669)
directory-entry: Jugendland, e. V., Vors.: Pastor W. Kieszling, Marschnerstr. 44, ✉ 22, Näh. Abschn. V, siehe Inhaltsverz. (857, 1398, 1195, 1442)
directory-entry: — J. C. W., Milchhdlg., Wandsbeckerchaussee 254, ✉ 23 (857, 274, 1195, 304)
directory-entry: — A., Schneider, Fruchtallee 125, ✉ 19 (1207, 1442, 1449, 1457)
directory-entry: — L., Oberwärt. d. Irrenanst. Langenhorn (150, 1136, 409, 1150)
directory-entry: Jürss, A., Oberstewerd, Wandsbeckerchaussee 329, ✉ 23 (857, 566, 1195, 596)
directory-entry: — H. P., Beamter, Ditmarsche Str. 33 (150, 683, 378, 698)
page-header (40, 155, 1585, 195)
directory-entry: — Peter, Arbtr., Steilshoperstr. 145, ✉ 33 (150, 1325, 404, 1340)
directory-entry: — F., Maurer, Borgfelderstr. 18, H. 8, ✉ 25 (857, 1544, 1121, 1559)
footer-text: Adressen-Änderungen für den Zweiten (April-) Nachtrag bis Mitte März erbeten. (397, 2045, 1227, 2070)
directory-entry: — W., Steuerm., Paulinenplatz 5, ✉ 4 (857, 523, 1085, 538)
column-2 (500, 202, 845, 2032)
column-1 (150, 202, 488, 2032)
directory-entry: — Jürgen, Tischler, Düppelstr. 47, ✉ 30 (150, 960, 393, 975)
directory-entry: — Ferdinand, Lagerarbtr., Falkenried 16, H. 9, ✉ 30 (507, 1354, 829, 1369)
directory-entry: — Aug., Arbtr., Gothenstr. 27, Hths. (1207, 1559, 1428, 1574)
directory-entry: Jundzis, Heinr., Brandstwiete 46, ✉ 8 (1207, 1413, 1437, 1428)
directory-entry: — Frau M., Händlerin, Marthastr. 54 (857, 435, 1085, 450)
directory-entry: — Wwe. M., Brothdlg., Stresowstr. 97 (150, 1194, 384, 1209)
directory-entry: ⊙ Robert Jürges, IR, Kolonialwaren en gros, BCto: Nordd. B., Bst: v. Pf. 12, ☏ IV, 831, Grimm 31, ✉ 8, Wohn: ☏ V, 9516, Moltkestr. 45a, ✉ 30 (507, 479, 845, 523)
directory-entry: ⊙ C. B. F. Jürs, IR, BCto: Dresdn. B., Bst: zw. Pf. A 11 u. A 12, ☏ VI, 5825, Catharinenstr. 16, ✉ 8, Wohn: in Altona (507, 1223, 845, 1267)
directory-entry: — Klaus, Handlungsgeh., Hamburgerstrasse 70/72, ✉ 22 (150, 1106, 488, 1136)
directory-entry: — Herm., Beamt., Anckelmannstr. 45, ✉ 25 (150, 566, 418, 581)
directory-entry: — Mart., Arbtr., Hardenstr. 84, ✉ 27 (150, 1223, 375, 1238)
directory-entry: Jung siehe auch Jungk und Junk (1207, 1427, 1405, 1442)
directory-entry: Junck, Heinr., Verwalter, Eichenstr. 3 (1207, 1179, 1436, 1194)
directory-entry: — H., Schiffs-Maschinist, Osterstr. 169 (150, 304, 391, 319)
directory-entry: Jüsmar, F., Matrose, Normannenweg 9 (857, 1106, 1095, 1121)
directory-entry: — R., Hafenpolizist, Sillemstr. 92, ✉ 31 (150, 1354, 392, 1369)
directory-entry: — W., Maschinist, Pinnasberg 78, ✉ 4 (150, 1544, 383, 1559)
directory-entry: — W. M. E., Oberstewerd, Poolstr. 8, ✉ 36 (857, 1019, 1115, 1034)
directory-entry: Jugendwohl. Näheres Abschn. V, s. Inhaltsverzeichnis (857, 1471, 1189, 1486)
directory-entry: — Friedr., Herrenmoden, ☏ VIII, 4909 N 3, Baumeisterstr. 4, ✉ 5, Wohn: Greifswalderstr. 6, ✉ 5 (507, 712, 845, 742)
